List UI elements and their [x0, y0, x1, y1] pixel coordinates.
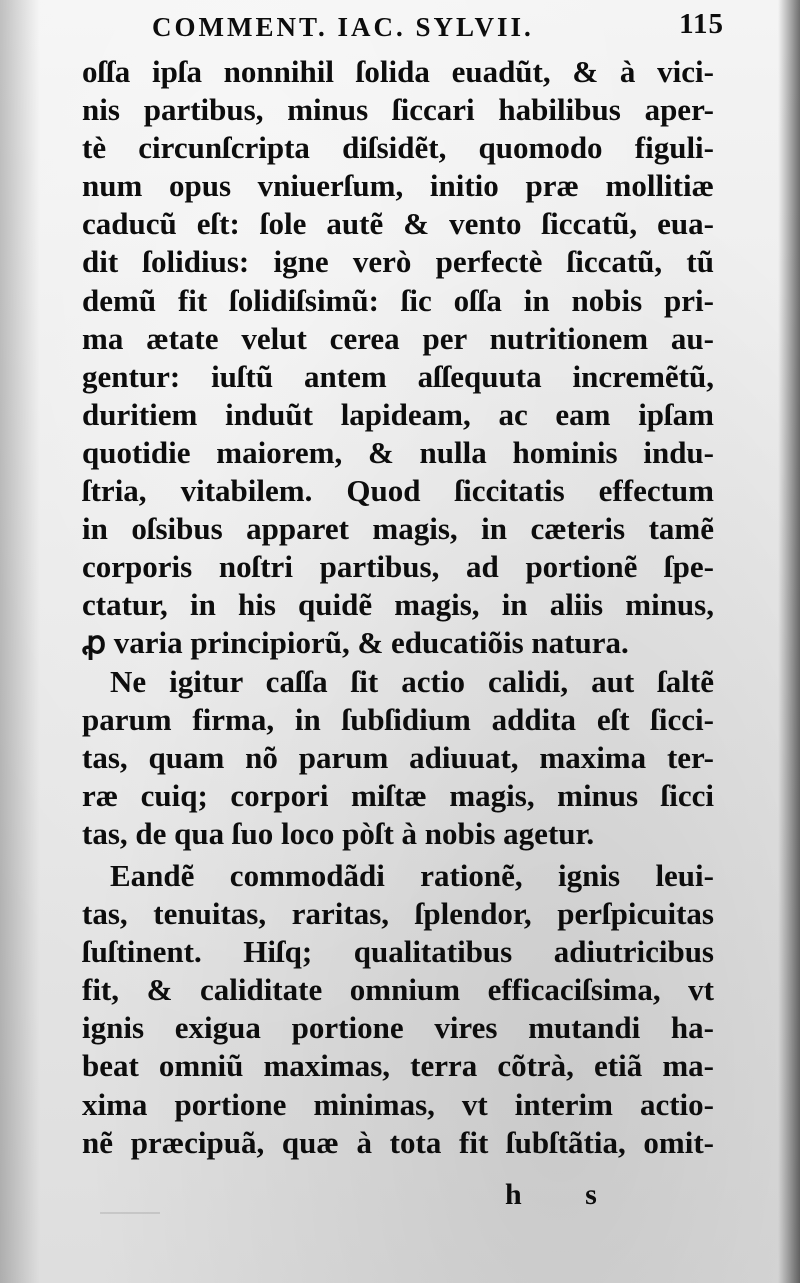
text-line: ma ætate velut cerea per nutritionem au-	[82, 320, 714, 356]
text-line: tas, de qua ſuo loco pòſt à nobis agetur.	[82, 815, 595, 851]
text-line: nẽ præcipuã, quæ à tota fit ſubſtãtia, omit-	[82, 1124, 714, 1160]
text-line: num opus vniuerſum, initio præ mollitiæ	[82, 168, 714, 204]
text-line: ræ cuiq; corpori miſtæ magis, minus ſicci	[82, 777, 714, 813]
text-line: corporis noſtri partibus, ad portionẽ ſpe-	[82, 549, 714, 585]
running-title: COMMENT. IAC. SYLVII.	[152, 11, 534, 42]
text-line: fit, & caliditate omnium efficaciſsima, vt	[82, 972, 714, 1008]
text-line: ignis exigua portione vires mutandi ha-	[82, 1010, 714, 1046]
text-line: in oſsibus apparet magis, in cæteris tamẽ	[82, 511, 714, 547]
text-line: dit ſolidius: igne verò perfectè ſiccatũ, tũ	[82, 244, 714, 280]
text-line: xima portione minimas, vt interim actio-	[82, 1086, 714, 1122]
body-text	[82, 53, 714, 1162]
paragraph-start-line: Ne igitur caſſa ſit actio calidi, aut ſaltẽ	[110, 663, 714, 699]
text-line: beat omniũ maximas, terra cõtrà, etiã ma-	[82, 1048, 714, 1084]
text-line: tas, tenuitas, raritas, ſplendor, perſpicuitas	[82, 896, 714, 932]
paragraph-start-line: Eandẽ commodãdi rationẽ, ignis leui-	[110, 857, 714, 893]
text-line: duritiem induũt lapideam, ac eam ipſam	[82, 396, 714, 432]
running-head	[152, 6, 722, 48]
text-line: ctatur, in his quidẽ magis, in aliis minus,	[82, 587, 714, 623]
text-line: tas, quam nõ parum adiuuat, maxima ter-	[82, 739, 714, 775]
page-gutter-shadow	[0, 0, 40, 1283]
bleed-through-mark	[100, 1212, 160, 1214]
text-line: ꝓ varia principiorũ, & educatiõis natura.	[82, 625, 629, 661]
text-line: caducũ eſt: ſole autẽ & vento ſiccatũ, eua-	[82, 206, 714, 242]
text-line: parum firma, in ſubſidium addita eſt ſicci-	[82, 701, 714, 737]
text-line: tè circunſcripta diſsidẽt, quomodo figuli-	[82, 130, 714, 166]
text-line: quotidie maiorem, & nulla hominis indu-	[82, 434, 714, 470]
text-line: demũ fit ſolidiſsimũ: ſic oſſa in nobis pri-	[82, 282, 714, 318]
text-line: ſuſtinent. Hiſq; qualitatibus adiutricibus	[82, 934, 714, 970]
text-line: oſſa ipſa nonnihil ſolida euadũt, & à vici-	[82, 54, 714, 89]
text-line: gentur: iuſtũ antem aſſequuta incremẽtũ,	[82, 358, 714, 394]
catchword: h s	[505, 1178, 625, 1211]
page-edge-shadow	[778, 0, 800, 1283]
page-number: 115	[679, 8, 724, 40]
text-line: nis partibus, minus ſiccari habilibus aper-	[82, 92, 714, 128]
text-line: ſtria, vitabilem. Quod ſiccitatis effectum	[82, 473, 714, 509]
